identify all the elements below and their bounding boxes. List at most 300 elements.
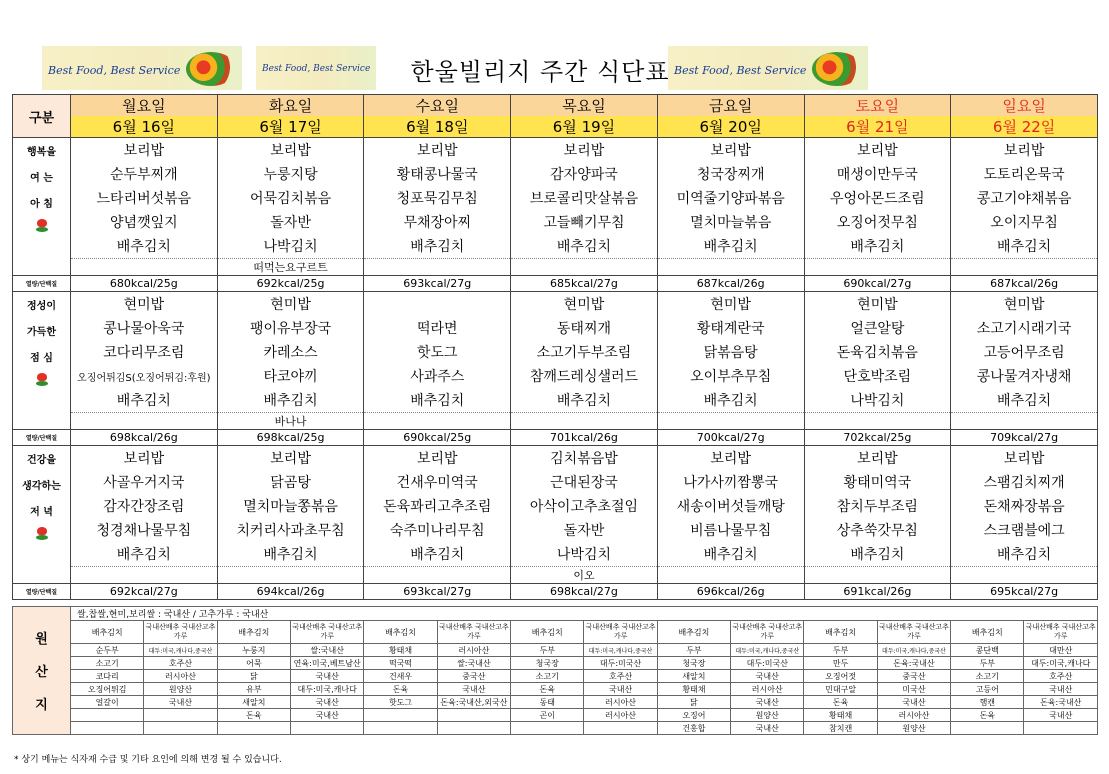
dish-cell: 치커리사과초무침	[217, 518, 364, 542]
origin-item: 황태채	[657, 683, 730, 696]
category-header: 구분	[13, 95, 71, 138]
meal-row	[13, 162, 1098, 186]
origin-item: 닭	[657, 696, 730, 709]
origin-label-char: 원	[35, 632, 48, 647]
dish-cell: 보리밥	[364, 446, 511, 471]
origin-source: 대두:미국,캐나다,중국산	[877, 644, 950, 657]
flower-icon	[35, 219, 49, 233]
origin-source: 러시아산	[144, 670, 217, 683]
origin-source: 중국산	[877, 670, 950, 683]
origin-item: 소고기	[511, 670, 584, 683]
origin-item: 청국장	[511, 657, 584, 670]
origin-row	[13, 683, 1098, 696]
dish-cell: 보리밥	[511, 138, 658, 163]
dish-cell: 단호박조림	[804, 364, 951, 388]
origin-source: 국내산배추 국내산고추가루	[1024, 621, 1098, 644]
origin-source: 대두:미국산	[584, 657, 657, 670]
extra-cell	[217, 567, 364, 584]
dish-cell: 미역줄기양파볶음	[657, 186, 804, 210]
dish-cell: 배추김치	[657, 234, 804, 259]
extra-cell	[657, 567, 804, 584]
kcal-cell: 693kcal/27g	[364, 584, 511, 600]
meal-label-line: 건강을	[27, 455, 56, 466]
origin-source	[437, 722, 510, 735]
origin-source: 러시아산	[584, 696, 657, 709]
origin-source: 국내산배추 국내산고추가루	[731, 621, 804, 644]
extra-cell	[951, 413, 1098, 430]
dish-cell: 보리밥	[951, 138, 1098, 163]
origin-item	[217, 722, 290, 735]
meal-label-line: 여 는	[30, 173, 53, 184]
origin-item	[364, 709, 437, 722]
origin-source: 국내산배추 국내산고추가루	[877, 621, 950, 644]
origin-source: 대두:미국,캐나다,중국산	[731, 644, 804, 657]
dish-cell: 보리밥	[804, 138, 951, 163]
food-image-icon	[812, 52, 862, 86]
dish-cell: 스팸김치찌개	[951, 470, 1098, 494]
origin-item: 소고기	[951, 670, 1024, 683]
origin-note-row	[13, 607, 1098, 621]
dish-cell: 사골우거지국	[71, 470, 218, 494]
meal-label-line: 생각하는	[22, 481, 61, 492]
origin-source: 국내산	[291, 709, 364, 722]
dish-cell: 멸치마늘쫑볶음	[217, 494, 364, 518]
dish-cell: 콩고기야채볶음	[951, 186, 1098, 210]
extra-cell	[657, 259, 804, 276]
meal-row	[13, 316, 1098, 340]
extra-cell	[71, 413, 218, 430]
extra-row	[13, 259, 1098, 276]
extra-cell	[657, 413, 804, 430]
meal-label	[13, 446, 71, 584]
dish-cell: 배추김치	[804, 234, 951, 259]
origin-source: 대두:미국,캐나다	[1024, 657, 1098, 670]
dish-cell: 참깨드레싱샐러드	[511, 364, 658, 388]
origin-item	[511, 722, 584, 735]
dish-cell: 돌자반	[511, 518, 658, 542]
banner-slogan: Best Food, Best Service	[262, 64, 371, 74]
origin-item: 배추김치	[364, 621, 437, 644]
origin-source: 원양산	[731, 709, 804, 722]
dish-cell: 누룽지탕	[217, 162, 364, 186]
dish-cell: 근대된장국	[511, 470, 658, 494]
dish-cell: 현미밥	[217, 292, 364, 317]
origin-item: 순두부	[71, 644, 144, 657]
dish-cell: 소고기시래기국	[951, 316, 1098, 340]
meal-label-line: 아 침	[30, 199, 53, 210]
dish-cell: 나박김치	[217, 234, 364, 259]
dish-cell: 배추김치	[951, 542, 1098, 567]
dish-cell: 얼큰알탕	[804, 316, 951, 340]
dish-cell: 무채장아찌	[364, 210, 511, 234]
dish-cell: 황태콩나물국	[364, 162, 511, 186]
origin-item: 닭	[217, 670, 290, 683]
kcal-cell: 700kcal/27g	[657, 430, 804, 446]
origin-item: 오징어튀김	[71, 683, 144, 696]
page-title: 한울빌리지 주간 식단표	[410, 58, 670, 86]
day-name: 토요일	[804, 95, 951, 117]
origin-item: 돈육	[364, 683, 437, 696]
dish-cell: 배추김치	[951, 388, 1098, 413]
dish-cell: 숙주미나리무침	[364, 518, 511, 542]
meal-label	[13, 138, 71, 276]
meal-label	[13, 292, 71, 430]
origin-item: 황태채	[364, 644, 437, 657]
day-date: 6월 22일	[951, 116, 1098, 138]
origin-source: 러시아산	[584, 709, 657, 722]
food-image-icon	[186, 52, 236, 86]
dish-cell: 비름나물무침	[657, 518, 804, 542]
origin-source	[291, 722, 364, 735]
dish-cell: 나박김치	[511, 542, 658, 567]
dish-cell: 참치두부조림	[804, 494, 951, 518]
extra-cell	[364, 259, 511, 276]
origin-item: 배추김치	[951, 621, 1024, 644]
origin-row	[13, 722, 1098, 735]
origin-item: 새알치	[657, 670, 730, 683]
dish-cell: 닭볶음탕	[657, 340, 804, 364]
dish-cell: 새송이버섯들깨탕	[657, 494, 804, 518]
origin-item: 두부	[804, 644, 877, 657]
kcal-cell: 690kcal/25g	[364, 430, 511, 446]
dish-cell: 감자양파국	[511, 162, 658, 186]
dish-cell: 돈채짜장볶음	[951, 494, 1098, 518]
dish-cell: 도토리온묵국	[951, 162, 1098, 186]
extra-cell	[71, 259, 218, 276]
origin-source: 러시아산	[877, 709, 950, 722]
day-date: 6월 17일	[217, 116, 364, 138]
kcal-row	[13, 584, 1098, 600]
dish-cell: 콩나물아욱국	[71, 316, 218, 340]
origin-source: 국내산	[731, 722, 804, 735]
kcal-cell: 698kcal/26g	[71, 430, 218, 446]
dish-cell: 배추김치	[951, 234, 1098, 259]
dish-cell: 배추김치	[71, 234, 218, 259]
dish-cell: 배추김치	[657, 388, 804, 413]
origin-item	[951, 722, 1024, 735]
origin-header-row	[13, 621, 1098, 644]
origin-item: 배추김치	[217, 621, 290, 644]
dish-cell: 배추김치	[511, 388, 658, 413]
meal-label-line: 정성이	[27, 301, 56, 312]
origin-item: 고등어	[951, 683, 1024, 696]
origin-source: 원양산	[144, 683, 217, 696]
dish-cell: 고들빼기무침	[511, 210, 658, 234]
dish-cell: 닭곰탕	[217, 470, 364, 494]
origin-item: 배추김치	[71, 621, 144, 644]
origin-source: 국내산	[1024, 709, 1098, 722]
origin-item	[364, 722, 437, 735]
meal-row	[13, 234, 1098, 259]
origin-source: 국내산	[144, 696, 217, 709]
origin-item: 떡국떡	[364, 657, 437, 670]
origin-source: 국내산	[731, 670, 804, 683]
kcal-cell: 692kcal/25g	[217, 276, 364, 292]
dish-cell: 핫도그	[364, 340, 511, 364]
kcal-cell: 692kcal/27g	[71, 584, 218, 600]
origin-item: 돈육	[511, 683, 584, 696]
origin-item: 황태채	[804, 709, 877, 722]
kcal-label: 열량/단백질	[13, 584, 71, 600]
origin-source: 국내산배추 국내산고추가루	[291, 621, 364, 644]
kcal-cell: 701kcal/26g	[511, 430, 658, 446]
footnote: * 상기 메뉴는 식자재 수급 및 기타 요인에 의해 변경 될 수 있습니다.	[14, 755, 282, 765]
dish-cell: 보리밥	[657, 446, 804, 471]
kcal-cell: 695kcal/27g	[951, 584, 1098, 600]
extra-cell	[364, 413, 511, 430]
origin-item: 새알치	[217, 696, 290, 709]
kcal-row	[13, 276, 1098, 292]
dish-cell: 보리밥	[217, 138, 364, 163]
kcal-cell: 698kcal/25g	[217, 430, 364, 446]
dish-cell: 돈육꽈리고추조림	[364, 494, 511, 518]
origin-source: 국내산배추 국내산고추가루	[144, 621, 217, 644]
dish-cell: 배추김치	[364, 542, 511, 567]
origin-source: 국내산	[731, 696, 804, 709]
origin-item: 콩단백	[951, 644, 1024, 657]
dish-cell: 오징어튀김S(오징어튀김:후원)	[71, 364, 218, 388]
origin-source: 호주산	[144, 657, 217, 670]
day-date: 6월 21일	[804, 116, 951, 138]
origin-item: 오징어	[657, 709, 730, 722]
meal-row	[13, 364, 1098, 388]
dish-cell: 배추김치	[217, 542, 364, 567]
dish-cell: 사과주스	[364, 364, 511, 388]
dish-cell: 돈육김치볶음	[804, 340, 951, 364]
origin-row	[13, 644, 1098, 657]
origin-item: 두부	[951, 657, 1024, 670]
kcal-label: 열량/단백질	[13, 430, 71, 446]
dish-cell: 보리밥	[217, 446, 364, 471]
origin-item: 햄캔	[951, 696, 1024, 709]
dish-cell: 배추김치	[657, 542, 804, 567]
day-date: 6월 18일	[364, 116, 511, 138]
dish-cell: 어묵김치볶음	[217, 186, 364, 210]
day-name: 화요일	[217, 95, 364, 117]
dish-cell: 배추김치	[71, 388, 218, 413]
extra-cell	[511, 413, 658, 430]
dish-cell: 소고기두부조림	[511, 340, 658, 364]
kcal-row	[13, 430, 1098, 446]
banner-slogan: Best Food, Best Service	[48, 64, 181, 77]
dish-cell: 보리밥	[364, 138, 511, 163]
meal-row	[13, 340, 1098, 364]
meal-row	[13, 542, 1098, 567]
origin-item: 동태	[511, 696, 584, 709]
origin-item: 두부	[511, 644, 584, 657]
meal-row	[13, 138, 1098, 163]
origin-source	[584, 722, 657, 735]
dish-cell: 느타리버섯볶음	[71, 186, 218, 210]
extra-cell	[364, 567, 511, 584]
origin-source: 중국산	[437, 670, 510, 683]
meal-row	[13, 470, 1098, 494]
dish-cell: 보리밥	[804, 446, 951, 471]
origin-item: 얼갈이	[71, 696, 144, 709]
dish-cell: 현미밥	[71, 292, 218, 317]
kcal-cell: 687kcal/26g	[951, 276, 1098, 292]
flower-icon	[35, 373, 49, 387]
origin-source	[1024, 722, 1098, 735]
origin-item: 유부	[217, 683, 290, 696]
origin-item: 돈육	[804, 696, 877, 709]
day-name: 금요일	[657, 95, 804, 117]
origin-item: 돈육	[951, 709, 1024, 722]
origin-source: 대두:미국산	[731, 657, 804, 670]
dish-cell: 돌자반	[217, 210, 364, 234]
origin-item: 누룽지	[217, 644, 290, 657]
dish-cell: 오징어젓무침	[804, 210, 951, 234]
dish-cell: 청국장찌개	[657, 162, 804, 186]
day-name: 수요일	[364, 95, 511, 117]
origin-table	[12, 606, 1098, 735]
dish-cell: 청경채나물무침	[71, 518, 218, 542]
origin-source: 대두:미국,캐나다	[291, 683, 364, 696]
origin-source: 국내산	[877, 696, 950, 709]
origin-source: 대두:미국,캐나다,중국산	[144, 644, 217, 657]
origin-row	[13, 696, 1098, 709]
dish-cell: 현미밥	[951, 292, 1098, 317]
extra-row	[13, 413, 1098, 430]
weekly-menu-table	[12, 94, 1098, 600]
banner-left	[42, 46, 242, 90]
origin-source: 국내산배추 국내산고추가루	[437, 621, 510, 644]
kcal-cell: 709kcal/27g	[951, 430, 1098, 446]
day-header-row	[13, 95, 1098, 117]
dish-cell: 매생이만두국	[804, 162, 951, 186]
kcal-cell: 693kcal/27g	[364, 276, 511, 292]
dish-cell: 동태찌개	[511, 316, 658, 340]
origin-item: 오징어젓	[804, 670, 877, 683]
dish-cell: 상추쑥갓무침	[804, 518, 951, 542]
dish-cell: 아삭이고추초절임	[511, 494, 658, 518]
origin-label-char: 산	[35, 665, 48, 680]
extra-cell	[951, 259, 1098, 276]
dish-cell: 고등어무조림	[951, 340, 1098, 364]
day-date: 6월 19일	[511, 116, 658, 138]
dish-cell: 건새우미역국	[364, 470, 511, 494]
dish-cell: 코다리무조림	[71, 340, 218, 364]
day-name: 월요일	[71, 95, 218, 117]
origin-source: 러시아산	[731, 683, 804, 696]
kcal-cell: 698kcal/27g	[511, 584, 658, 600]
extra-cell	[804, 413, 951, 430]
dish-cell: 감자간장조림	[71, 494, 218, 518]
dish-cell: 팽이유부장국	[217, 316, 364, 340]
origin-source: 러시아산	[437, 644, 510, 657]
dish-cell: 보리밥	[657, 138, 804, 163]
origin-source: 쌀:국내산	[291, 644, 364, 657]
origin-source: 국내산	[1024, 683, 1098, 696]
date-header-row	[13, 116, 1098, 138]
extra-cell: 떠먹는요구르트	[217, 259, 364, 276]
origin-item: 배추김치	[804, 621, 877, 644]
extra-cell	[71, 567, 218, 584]
extra-cell	[804, 567, 951, 584]
origin-source	[144, 722, 217, 735]
extra-cell	[511, 259, 658, 276]
meal-row	[13, 388, 1098, 413]
dish-cell: 배추김치	[217, 388, 364, 413]
meal-label-line: 점 심	[30, 353, 53, 364]
origin-row	[13, 657, 1098, 670]
day-name: 일요일	[951, 95, 1098, 117]
origin-source: 돈육:국내산,외국산	[437, 696, 510, 709]
kcal-label: 열량/단백질	[13, 276, 71, 292]
origin-row	[13, 670, 1098, 683]
origin-item: 민대구알	[804, 683, 877, 696]
origin-source: 호주산	[584, 670, 657, 683]
kcal-cell: 685kcal/27g	[511, 276, 658, 292]
kcal-cell: 702kcal/25g	[804, 430, 951, 446]
dish-cell: 배추김치	[364, 234, 511, 259]
meal-row	[13, 292, 1098, 317]
origin-item	[71, 722, 144, 735]
origin-item: 코다리	[71, 670, 144, 683]
dish-cell: 스크램블에그	[951, 518, 1098, 542]
origin-source: 국내산배추 국내산고추가루	[584, 621, 657, 644]
origin-source: 대만산	[1024, 644, 1098, 657]
extra-cell: 바나나	[217, 413, 364, 430]
dish-cell: 나박김치	[804, 388, 951, 413]
day-name: 목요일	[511, 95, 658, 117]
origin-item: 참치캔	[804, 722, 877, 735]
dish-cell: 카레소스	[217, 340, 364, 364]
dish-cell: 떡라면	[364, 316, 511, 340]
dish-cell: 오이지무침	[951, 210, 1098, 234]
kcal-cell: 691kcal/26g	[804, 584, 951, 600]
origin-source	[144, 709, 217, 722]
dish-cell	[364, 292, 511, 317]
origin-source: 국내산	[437, 683, 510, 696]
dish-cell: 타코야끼	[217, 364, 364, 388]
dish-cell: 현미밥	[804, 292, 951, 317]
origin-item: 만두	[804, 657, 877, 670]
kcal-cell: 687kcal/26g	[657, 276, 804, 292]
extra-row	[13, 567, 1098, 584]
origin-note: 쌀,찹쌀,현미,보리쌀 : 국내산 / 고추가루 : 국내산	[71, 607, 1098, 621]
dish-cell: 황태미역국	[804, 470, 951, 494]
dish-cell: 황태계란국	[657, 316, 804, 340]
origin-item: 돈육	[217, 709, 290, 722]
origin-item: 두부	[657, 644, 730, 657]
dish-cell: 현미밥	[511, 292, 658, 317]
meal-row	[13, 210, 1098, 234]
dish-cell: 청포묵김무침	[364, 186, 511, 210]
origin-label	[13, 607, 71, 735]
dish-cell: 보리밥	[71, 138, 218, 163]
dish-cell: 오이부추무침	[657, 364, 804, 388]
dish-cell: 김치볶음밥	[511, 446, 658, 471]
kcal-cell: 690kcal/27g	[804, 276, 951, 292]
meal-row	[13, 494, 1098, 518]
origin-item: 어묵	[217, 657, 290, 670]
dish-cell: 우엉아몬드조림	[804, 186, 951, 210]
dish-cell: 배추김치	[804, 542, 951, 567]
dish-cell: 배추김치	[71, 542, 218, 567]
extra-cell: 이오	[511, 567, 658, 584]
meal-label-line: 행복을	[27, 147, 56, 158]
dish-cell: 브로콜리맛살볶음	[511, 186, 658, 210]
origin-source: 연육:미국,베트남산	[291, 657, 364, 670]
origin-source: 국내산	[291, 696, 364, 709]
origin-item: 배추김치	[657, 621, 730, 644]
dish-cell: 멸치마늘볶음	[657, 210, 804, 234]
dish-cell: 보리밥	[951, 446, 1098, 471]
dish-cell: 보리밥	[71, 446, 218, 471]
origin-source: 국내산	[291, 670, 364, 683]
extra-cell	[804, 259, 951, 276]
